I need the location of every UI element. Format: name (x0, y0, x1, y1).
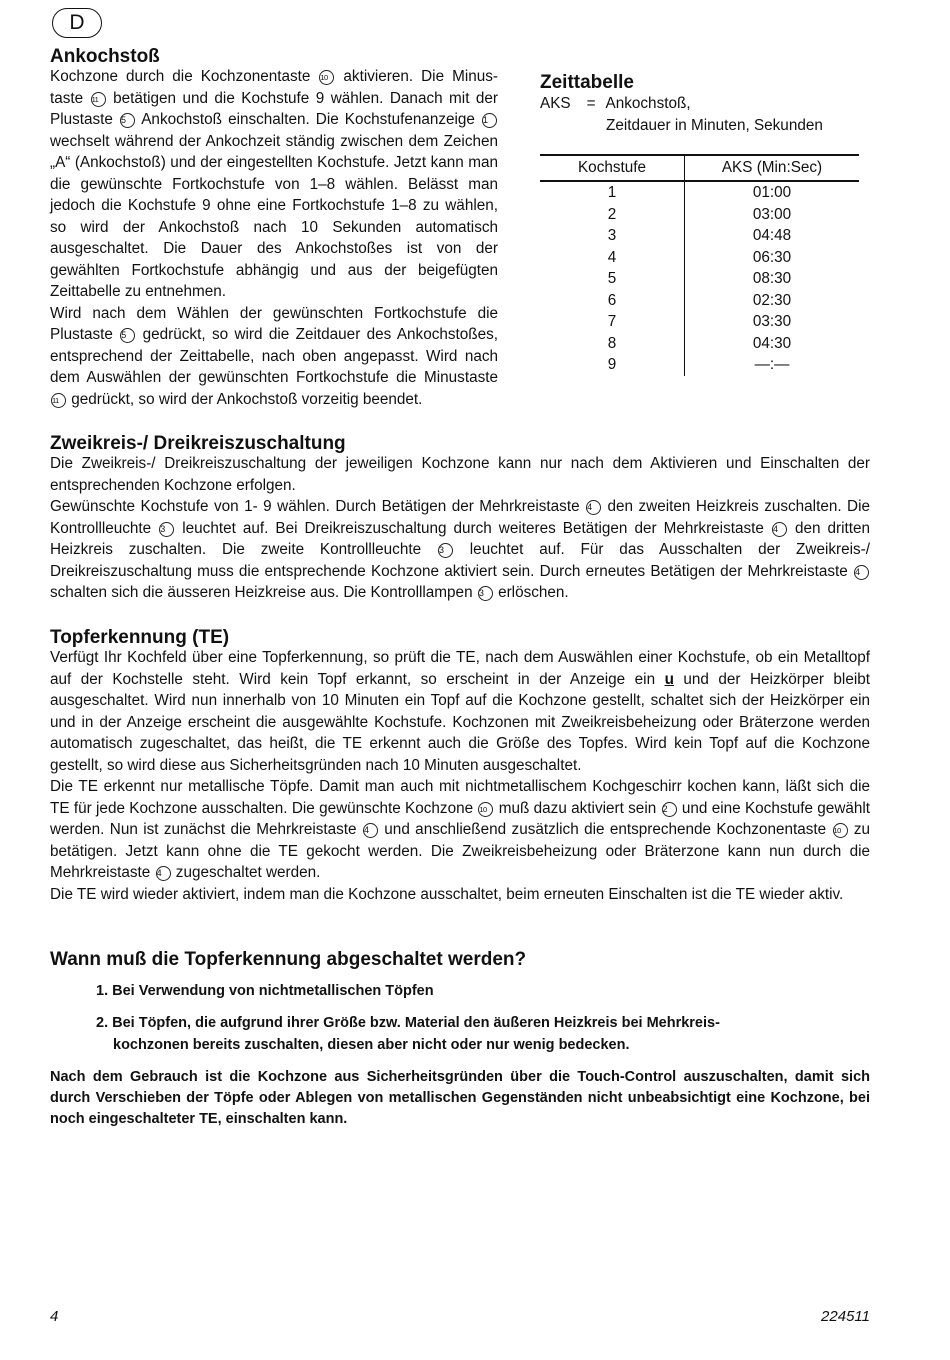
ankochstoss-body (50, 66, 498, 410)
key-number-icon: 10 (833, 823, 848, 838)
table-row (540, 225, 859, 247)
table-row (540, 204, 859, 226)
table-row (540, 311, 859, 333)
key-number-icon: 4 (363, 823, 378, 838)
table-row (540, 290, 859, 312)
table-cell-stufe: 1 (540, 181, 685, 204)
zeittabelle-legend (540, 93, 870, 136)
ankochstoss-heading: Ankochstoß (50, 46, 160, 67)
zweikreis-paragraph-2: Gewünschte Kochstufe von 1- 9 wählen. Durch Betätigen der Mehrkreistaste 4 den zweiten Heizkreis zuschalten. Die Kontrollleuchte 3 leuchtet auf. Bei Dreikreiszuschaltung durch weiteres Betätigen der Mehrkreistaste 4 den dritten Heizkreis zuschalten. Die zweite Kontrollleuchte 3 leuchtet auf. Für das Ausschalten der Zweikreis-/ Dreikreiszuschaltung muss die entsprechende Kochzone aktiviert sein. Durch erneutes Betätigen der Mehrkreistaste 4 schalten sich die äusseren Heizkreise aus. Die Kontrolllampen 3 erlöschen. (50, 498, 871, 601)
key-number-icon: 5 (120, 328, 135, 343)
key-number-icon: 4 (772, 522, 787, 537)
list-item-continuation: kochzonen bereits zuschalten, diesen aber nicht oder nur wenig bedecken. (113, 1037, 630, 1053)
zweikreis-paragraph-1: Die Zweikreis-/ Dreikreiszuschaltung der jeweiligen Kochzone kann nur nach dem Aktivieren und Einschalten der entsprechenden Kochzone erfolgen. (50, 455, 870, 494)
key-number-icon: 11 (51, 393, 66, 408)
ankochstoss-paragraph-2: Wird nach dem Wählen der gewünschten Fortkochstufe die Plustaste 5 gedrückt, so wird die Zeitdauer des Ankochstoßes, entsprechend der Zeittabelle, nach oben angepasst. Wird nach dem Auswählen der gewünschten Fortkochstufe die Minustaste 11 gedrückt, so wird der Ankochstoß vorzeitig beendet. (50, 304, 499, 408)
document-code: 224511 (821, 1308, 870, 1325)
table-cell-zeit: 04:30 (752, 334, 792, 352)
table-cell-stufe: 5 (540, 268, 685, 290)
table-cell-zeit: 04:48 (752, 227, 792, 244)
list-item: 1. Bei Verwendung von nichtmetallischen Töpfen (96, 983, 434, 999)
language-badge: D (52, 8, 102, 38)
key-number-icon: 2 (662, 802, 677, 817)
column-header-aks: AKS (Min:Sec) (685, 155, 860, 181)
table-cell-zeit: —:— (754, 356, 790, 373)
legend-line-2: Zeitdauer in Minuten, Sekunden (606, 116, 823, 134)
key-number-icon: 3 (159, 522, 174, 537)
column-header-kochstufe: Kochstufe (540, 155, 685, 181)
key-number-icon: 4 (586, 500, 601, 515)
table-cell-stufe: 9 (540, 354, 685, 376)
key-number-icon: 3 (438, 543, 453, 558)
table-header-row (540, 155, 859, 181)
table-cell-stufe: 7 (540, 311, 685, 333)
zeittabelle-table (540, 154, 859, 376)
table-cell-zeit: 03:00 (752, 205, 792, 223)
safety-note: Nach dem Gebrauch ist die Kochzone aus Sicherheitsgründen über die Touch-Control auszuschalten, damit sich durch Verschieben der Töpfe oder Ablegen von metallischen Gegenständen nicht unbeabsichtigt eine Kochzone, bei noch eingeschalteter TE, einschalten kann. (50, 1069, 870, 1127)
key-number-icon: 4 (156, 866, 171, 881)
key-number-icon: 4 (854, 565, 869, 580)
wann-list (96, 980, 796, 1056)
table-cell-stufe: 2 (540, 204, 685, 226)
key-number-icon: 11 (91, 92, 106, 107)
wann-heading: Wann muß die Topferkennung abgeschaltet werden? (50, 949, 527, 970)
key-number-icon: 10 (478, 802, 493, 817)
legend-abbreviation: AKS (540, 95, 571, 112)
table-row (540, 354, 859, 376)
zeittabelle-heading: Zeittabelle (540, 72, 634, 93)
table-row (540, 268, 859, 290)
topferkennung-heading: Topferkennung (TE) (50, 627, 230, 648)
table-cell-stufe: 4 (540, 247, 685, 269)
table-cell-stufe: 6 (540, 290, 685, 312)
legend-equals: = (586, 95, 596, 112)
display-u-symbol: u (664, 670, 674, 688)
table-cell-zeit: 03:30 (752, 313, 792, 330)
topferkennung-paragraph-1: Verfügt Ihr Kochfeld über eine Topferkennung, so prüft die TE, nach dem Auswählen einer Kochstufe, ob ein Metalltopf auf der Kochstelle steht. Wird kein Topf erkannt, so erscheint in der Anzeige ein u und der Heizkörper bleibt ausgeschaltet. Wird nun innerhalb von 10 Minuten ein Topf auf die Kochzone gestellt, schaltet sich der Heizkörper ein und in der Anzeige erscheint die ausgewählte Kochstufe. Kochzonen mit Zweikreisbeheizung oder Bräterzone werden automatisch zugeschaltet, das heißt, die TE erkennt auch die Größe des Topfes. Wird kein Topf auf die Kochzone gestellt, so wird diese aus Sicherheitsgründen nach 10 Minuten ausgeschaltet. (50, 649, 870, 774)
table-row (540, 247, 859, 269)
table-cell-zeit: 01:00 (752, 184, 792, 201)
topferkennung-body (50, 647, 870, 905)
table-cell-zeit: 06:30 (752, 248, 792, 266)
table-cell-zeit: 08:30 (752, 270, 792, 287)
table-cell-stufe: 8 (540, 333, 685, 355)
table-cell-zeit: 02:30 (752, 291, 792, 309)
topferkennung-paragraph-3: Die TE wird wieder aktiviert, indem man die Kochzone ausschaltet, beim erneuten Einschalten ist die TE wieder aktiv. (50, 885, 844, 903)
table-cell-stufe: 3 (540, 225, 685, 247)
topferkennung-paragraph-2: Die TE erkennt nur metallische Töpfe. Damit man auch mit nichtmetallischem Kochgeschirr kochen kann, läßt sich die TE für jede Kochzone ausschalten. Die gewünschte Kochzone 10 muß dazu aktiviert sein 2 und eine Kochstufe gewählt werden. Nun ist zunächst die Mehrkreistaste 4 und anschließend zusätzlich die entsprechende Kochzonentaste 10 zu betätigen. Jetzt kann ohne die TE gekocht werden. Die Zweikreisbeheizung oder Bräterzone kann nun durch die Mehrkreistaste 4 zugeschaltet werden. (50, 778, 871, 881)
key-number-icon: 1 (482, 113, 497, 128)
ankochstoss-paragraph-1: Kochzone durch die Kochzonentaste 10 aktivieren. Die Minustaste 11 betätigen und die Kochstufe 9 wählen. Danach mit der Plustaste 5 Ankochstoß einschalten. Die Kochstufenanzeige 1 wechselt während der Ankochzeit ständig zwischen dem Zeichen „A“ (Ankochstoß) und der eingestellten Kochstufe. Jetzt kann man die gewünschte Fortkochstufe von 1–8 wählen. Belässt man jedoch die Kochstufe 9 ohne eine Fortkochstufe 1–8 zu wählen, so wird der Ankochstoß nach 10 Sekunden automatisch ausgeschaltet. Die Dauer des Ankochstoßes ist von der gewählten Fortkochstufe abhängig und aus der beigefügten Zeittabelle zu entnehmen. (50, 68, 498, 300)
key-number-icon: 10 (319, 70, 334, 85)
page-number: 4 (50, 1308, 59, 1325)
zweikreis-heading: Zweikreis-/ Dreikreiszuschaltung (50, 433, 346, 454)
legend-line-1: Ankochstoß, (605, 95, 691, 112)
list-item: 2. Bei Töpfen, die aufgrund ihrer Größe bzw. Material den äußeren Heizkreis bei Mehrkreis- (96, 1015, 720, 1031)
zweikreis-body (50, 453, 870, 604)
key-number-icon: 5 (120, 113, 135, 128)
key-number-icon: 3 (478, 586, 493, 601)
table-row (540, 333, 859, 355)
table-row (540, 181, 859, 204)
